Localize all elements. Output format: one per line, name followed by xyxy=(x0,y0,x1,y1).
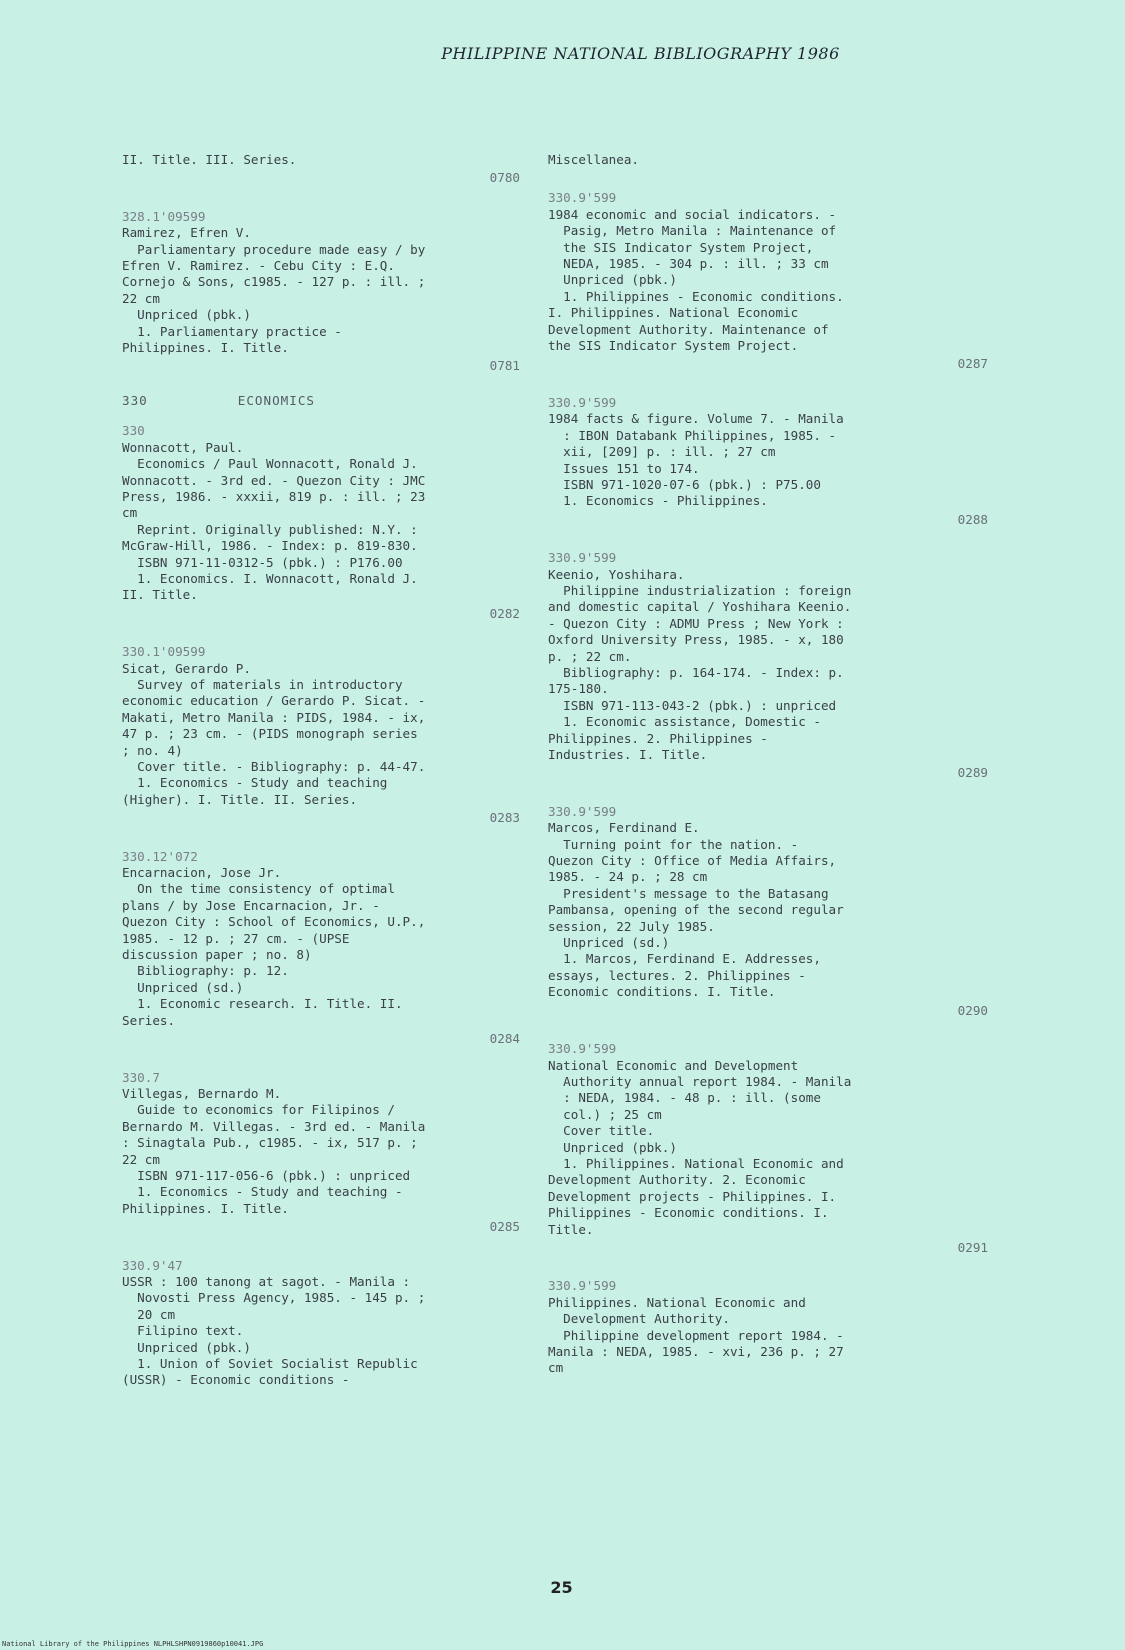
bibliographic-entry xyxy=(122,423,520,622)
entry-line: 20 cm xyxy=(122,1306,176,1322)
entry-line: Title. xyxy=(548,1221,594,1237)
entry-line: Manila : NEDA, 1985. - xvi, 236 p. ; 27 xyxy=(548,1344,844,1359)
entry-line: essays, lectures. 2. Philippines - xyxy=(548,967,806,983)
entry-line: Issues 151 to 174. xyxy=(548,460,700,476)
class-number: 330 xyxy=(122,423,145,439)
entry-line: Philippine development report 1984. - xyxy=(548,1327,844,1343)
entry-line: 1984 facts & figure. Volume 7. - Manila xyxy=(548,411,844,427)
spacer xyxy=(122,1048,520,1070)
bibliographic-entry xyxy=(122,209,520,375)
entry-line: Wonnacott, Paul. xyxy=(122,439,244,455)
entry-line: 1984 economic and social indicators. - xyxy=(548,206,837,222)
class-number: 330.9'599 xyxy=(548,190,617,206)
bibliographic-entry xyxy=(122,1070,520,1236)
entry-line: plans / by Jose Encarnacion, Jr. - xyxy=(122,897,380,913)
control-number: 0291 xyxy=(957,1239,988,1255)
entry-line: Guide to economics for Filipinos / xyxy=(122,1102,395,1118)
spacer xyxy=(548,373,988,395)
entry-line: Keenio, Yoshihara. xyxy=(548,566,685,582)
entry-line: 1. Economic assistance, Domestic - xyxy=(548,714,821,730)
entry-line: 1. Philippines. National Economic and xyxy=(548,1155,844,1171)
entry-line: Unpriced (sd.) xyxy=(548,935,670,951)
entry-line: p. ; 22 cm. xyxy=(548,648,632,664)
entry-line: 22 cm xyxy=(122,290,160,306)
bibliographic-entry xyxy=(122,644,520,826)
scan-credit: National Library of the Philippines NLPHLSHPN0919860p10041.JPG xyxy=(2,1640,264,1648)
entry-line: 1. Economic research. I. Title. II. xyxy=(122,996,403,1012)
class-number: 330.9'599 xyxy=(548,803,617,819)
control-number: 0287 xyxy=(957,356,988,372)
entry-line: Unpriced (pbk.) xyxy=(122,1339,251,1355)
bibliography-title: PHILIPPINE NATIONAL BIBLIOGRAPHY 1986 xyxy=(441,44,840,63)
entry-line: NEDA, 1985. - 304 p. : ill. ; 33 cm xyxy=(548,256,829,272)
control-number: 0290 xyxy=(957,1002,988,1018)
spacer xyxy=(122,187,520,209)
entry-fragment: II. Title. III. Series. xyxy=(122,152,297,167)
entry-line: Series. xyxy=(122,1012,176,1028)
entry-line: Philippines. National Economic and xyxy=(548,1294,806,1310)
entry-line: 1. Economics - Study and teaching xyxy=(122,775,388,791)
entry-line: McGraw-Hill, 1986. - Index: p. 819-830. xyxy=(122,538,418,554)
entry-line: - Quezon City : ADMU Press ; New York : xyxy=(548,615,844,631)
entry-line: Development Authority. 2. Economic xyxy=(548,1172,806,1188)
entry-line: ISBN 971-1020-07-6 (pbk.) : P75.00 xyxy=(548,476,821,492)
entry-line: cm xyxy=(548,1360,564,1376)
entry-line: Oxford University Press, 1985. - x, 180 xyxy=(548,632,844,648)
entry-line: Development Authority. Maintenance of xyxy=(548,321,829,337)
bibliographic-entry xyxy=(548,550,988,782)
section-number: 330 xyxy=(122,392,148,408)
entry-line: Quezon City : Office of Media Affairs, xyxy=(548,853,837,869)
section-title: ECONOMICS xyxy=(237,392,315,408)
control-number: 0288 xyxy=(957,511,988,527)
entry-line: Reprint. Originally published: N.Y. : xyxy=(122,521,418,537)
entry-line: 1. Parliamentary practice - xyxy=(122,323,342,339)
entry-line: President's message to the Batasang xyxy=(548,885,829,901)
bibliographic-entry xyxy=(548,804,988,1019)
entry-line: xii, [209] p. : ill. ; 27 cm xyxy=(548,444,776,460)
entry-line: : IBON Databank Philippines, 1985. - xyxy=(548,427,837,443)
left-column xyxy=(122,152,520,1389)
entry-line: economic education / Gerardo P. Sicat. - xyxy=(122,693,426,709)
entry-line: Survey of materials in introductory xyxy=(122,676,403,692)
spacer xyxy=(122,1236,520,1258)
entry-line: Philippines. I. Title. xyxy=(122,340,289,356)
class-number: 330.12'072 xyxy=(122,848,198,864)
entry-line: 1. Philippines - Economic conditions. xyxy=(548,288,844,304)
entry-line: II. Title. xyxy=(122,587,198,603)
entry-line: Press, 1986. - xxxii, 819 p. : ill. ; 23 xyxy=(122,488,426,504)
entry-line: Novosti Press Agency, 1985. - 145 p. ; xyxy=(122,1290,426,1306)
entry-line: Unpriced (pbk.) xyxy=(548,1139,677,1155)
entry-line: I. Philippines. National Economic xyxy=(548,305,799,321)
class-number: 330.7 xyxy=(122,1069,160,1085)
control-number: 0283 xyxy=(489,810,520,826)
class-number: 330.9'599 xyxy=(548,1041,617,1057)
entry-line: discussion paper ; no. 8) xyxy=(122,947,312,963)
bibliographic-entry xyxy=(122,1258,520,1389)
right-column xyxy=(548,152,988,1377)
entry-line: Development Authority. xyxy=(548,1311,730,1327)
entry-line: Parliamentary procedure made easy / by xyxy=(122,241,426,257)
entry-line: Philippine industrialization : foreign xyxy=(548,582,852,598)
spacer xyxy=(548,1256,988,1278)
entry-line: 1985. - 12 p. ; 27 cm. - (UPSE xyxy=(122,930,350,946)
entry-line: (USSR) - Economic conditions - xyxy=(122,1372,350,1388)
entry-line: (Higher). I. Title. II. Series. xyxy=(122,791,358,807)
entry-line: Turning point for the nation. - xyxy=(548,836,799,852)
entry-fragment: Miscellanea. xyxy=(548,152,639,167)
entry-line: Philippines. I. Title. xyxy=(122,1200,289,1216)
entry-line: On the time consistency of optimal xyxy=(122,881,395,897)
entry-line: 1. Union of Soviet Socialist Republic xyxy=(122,1356,418,1371)
entry-line: Bibliography: p. 164-174. - Index: p. xyxy=(548,664,844,680)
entry-line: 1. Economics - Study and teaching - xyxy=(122,1184,403,1200)
section-heading xyxy=(122,393,520,409)
entry-line: Ramirez, Efren V. xyxy=(122,225,251,241)
entry-line: Efren V. Ramirez. - Cebu City : E.Q. xyxy=(122,258,395,274)
entry-line: Economic conditions. I. Title. xyxy=(548,984,776,1000)
spacer xyxy=(122,827,520,849)
entry-line: Philippines. 2. Philippines - xyxy=(548,730,768,746)
entry-line: Marcos, Ferdinand E. xyxy=(548,820,700,836)
entry-line: 175-180. xyxy=(548,681,609,697)
entry-line: Economics / Paul Wonnacott, Ronald J. xyxy=(122,456,418,472)
entry-line: Pasig, Metro Manila : Maintenance of xyxy=(548,223,837,239)
entry-line: session, 22 July 1985. xyxy=(548,918,715,934)
entry-line: Philippines - Economic conditions. I. xyxy=(548,1205,829,1221)
entry-line: Encarnacion, Jose Jr. xyxy=(122,865,282,881)
entry-line: USSR : 100 tanong at sagot. - Manila : xyxy=(122,1273,411,1289)
page-number-text: 25 xyxy=(550,1578,573,1597)
entry-line: Cover title. xyxy=(548,1123,655,1139)
entry-line: cm xyxy=(122,505,138,521)
bibliographic-entry xyxy=(548,395,988,528)
entry-line: Unpriced (sd.) xyxy=(122,979,244,995)
entry-line: ; no. 4) xyxy=(122,742,183,758)
entry-line: Bibliography: p. 12. xyxy=(122,963,289,979)
bibliographic-entry xyxy=(548,1041,988,1256)
entry-line: National Economic and Development xyxy=(548,1057,799,1073)
entry-line: ISBN 971-113-043-2 (pbk.) : unpriced xyxy=(548,697,837,713)
class-number: 330.1'09599 xyxy=(122,644,206,660)
entry-line: col.) ; 25 cm xyxy=(548,1106,662,1122)
control-number: 0781 xyxy=(489,358,520,374)
entry-line: and domestic capital / Yoshihara Keenio. xyxy=(548,599,852,615)
class-number: 330.9'599 xyxy=(548,394,617,410)
entry-line: Cover title. - Bibliography: p. 44-47. xyxy=(122,759,426,774)
bibliographic-entry xyxy=(122,849,520,1048)
bibliographic-entry xyxy=(548,1278,988,1376)
spacer xyxy=(548,1019,988,1041)
entry-line: Industries. I. Title. xyxy=(548,747,708,762)
bibliographic-entry xyxy=(548,190,988,372)
entry-line: Villegas, Bernardo M. xyxy=(122,1085,282,1101)
class-number: 330.9'599 xyxy=(548,550,617,566)
control-number: 0289 xyxy=(957,765,988,781)
class-number: 330.9'599 xyxy=(548,1278,617,1294)
class-number: 328.1'09599 xyxy=(122,208,206,224)
entry-line: 1. Economics - Philippines. xyxy=(548,493,768,509)
spacer xyxy=(548,168,988,190)
entry-line: 1. Economics. I. Wonnacott, Ronald J. xyxy=(122,570,418,586)
entry-line: Unpriced (pbk.) xyxy=(548,272,677,288)
entry-line: 22 cm xyxy=(122,1151,160,1167)
entry-line: the SIS Indicator System Project. xyxy=(548,338,799,354)
class-number: 330.9'47 xyxy=(122,1257,183,1273)
entry-line: Cornejo & Sons, c1985. - 127 p. : ill. ; xyxy=(122,274,426,290)
entry-line: : Sinagtala Pub., c1985. - ix, 517 p. ; xyxy=(122,1135,418,1151)
control-number: 0282 xyxy=(489,605,520,621)
page-header xyxy=(0,44,1125,63)
control-number: 0285 xyxy=(489,1219,520,1235)
spacer xyxy=(122,622,520,644)
entry-line: Makati, Metro Manila : PIDS, 1984. - ix, xyxy=(122,709,426,725)
entry-line: Development projects - Philippines. I. xyxy=(548,1188,837,1204)
page-number xyxy=(0,1578,1125,1597)
control-number: 0284 xyxy=(489,1031,520,1047)
spacer xyxy=(548,528,988,550)
entry-line: 1. Marcos, Ferdinand E. Addresses, xyxy=(548,951,821,967)
entry-line: Filipino text. xyxy=(122,1323,244,1339)
entry-line: 1985. - 24 p. ; 28 cm xyxy=(548,869,708,885)
entry-line: 47 p. ; 23 cm. - (PIDS monograph series xyxy=(122,726,418,742)
spacer xyxy=(548,782,988,804)
entry-line: ISBN 971-117-056-6 (pbk.) : unpriced xyxy=(122,1167,411,1183)
entry-line: ISBN 971-11-0312-5 (pbk.) : P176.00 xyxy=(122,554,403,570)
entry-line: Bernardo M. Villegas. - 3rd ed. - Manila xyxy=(122,1118,426,1134)
entry-line: : NEDA, 1984. - 48 p. : ill. (some xyxy=(548,1090,821,1106)
entry-line: Unpriced (pbk.) xyxy=(122,307,251,323)
control-number: 0780 xyxy=(489,170,520,186)
entry-line: the SIS Indicator System Project, xyxy=(548,239,814,255)
entry-line: Quezon City : School of Economics, U.P., xyxy=(122,914,426,930)
entry-line: Sicat, Gerardo P. xyxy=(122,660,251,676)
entry-line: Wonnacott. - 3rd ed. - Quezon City : JMC xyxy=(122,472,426,488)
entry-line: Pambansa, opening of the second regular xyxy=(548,902,844,918)
entry-line: Authority annual report 1984. - Manila xyxy=(548,1073,852,1089)
